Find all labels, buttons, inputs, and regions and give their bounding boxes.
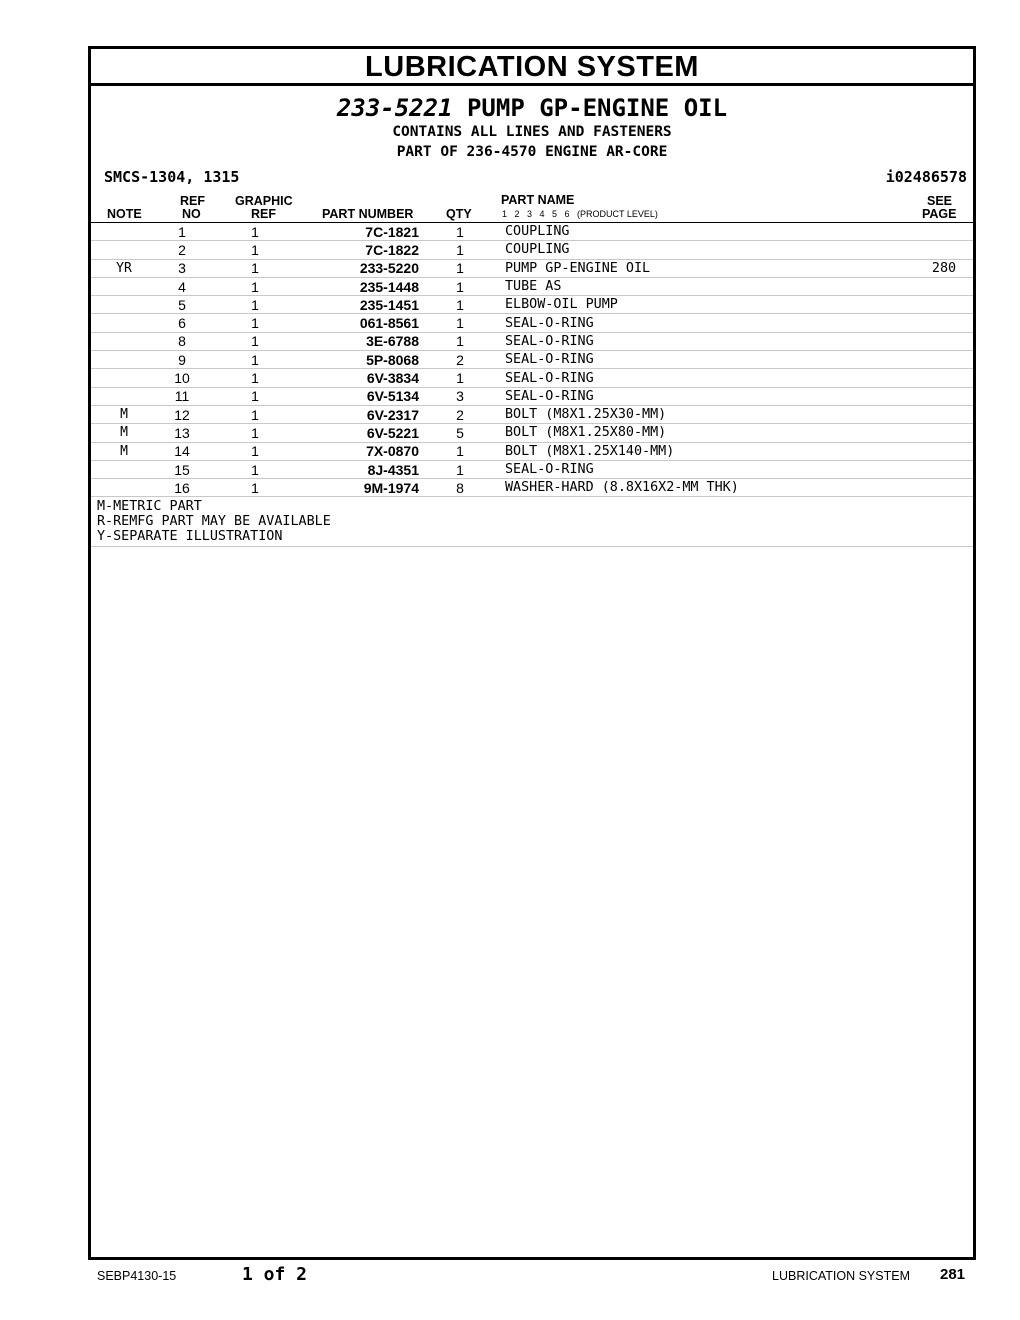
cell-see-page: [915, 296, 973, 314]
cell-see-page: [915, 424, 973, 442]
cell-ref-no: 9: [157, 351, 207, 369]
cell-qty: 8: [419, 479, 501, 497]
table-row: [91, 332, 973, 350]
cell-ref-no: 14: [157, 442, 207, 460]
cell-ref-no: 8: [157, 332, 207, 350]
cell-graphic-ref: 1: [207, 460, 303, 478]
cell-qty: 1: [419, 314, 501, 332]
cell-note: YR: [91, 259, 157, 277]
col-ref-bottom: NO: [182, 207, 201, 221]
cell-qty: 1: [419, 369, 501, 387]
cell-qty: 5: [419, 424, 501, 442]
cell-note: [91, 314, 157, 332]
cell-note: [91, 387, 157, 405]
cell-graphic-ref: 1: [207, 223, 303, 241]
cell-note: [91, 277, 157, 295]
assembly-part-number: 233-5221: [336, 94, 453, 122]
cell-see-page: [915, 479, 973, 497]
cell-part-name: SEAL-O-RING: [501, 351, 915, 369]
cell-part-number: 6V-5221: [303, 424, 419, 442]
cell-note: M: [91, 424, 157, 442]
cell-part-number: 233-5220: [303, 259, 419, 277]
cell-see-page: [915, 369, 973, 387]
parts-table: [91, 223, 973, 497]
cell-see-page: [915, 314, 973, 332]
cell-note: [91, 369, 157, 387]
cell-note: M: [91, 442, 157, 460]
cell-qty: 3: [419, 387, 501, 405]
column-headers: [91, 192, 973, 223]
cell-see-page: 280: [915, 259, 973, 277]
cell-part-number: 7X-0870: [303, 442, 419, 460]
smcs-code: SMCS-1304, 1315: [104, 168, 240, 186]
cell-part-name: SEAL-O-RING: [501, 332, 915, 350]
cell-graphic-ref: 1: [207, 387, 303, 405]
cell-see-page: [915, 460, 973, 478]
assembly-title: [91, 94, 973, 122]
table-row: [91, 405, 973, 423]
cell-ref-no: 12: [157, 405, 207, 423]
cell-part-number: 235-1451: [303, 296, 419, 314]
cell-note: [91, 296, 157, 314]
cell-ref-no: 4: [157, 277, 207, 295]
table-row: [91, 479, 973, 497]
parts-table-body: [91, 223, 973, 497]
cell-ref-no: 2: [157, 241, 207, 259]
cell-graphic-ref: 1: [207, 241, 303, 259]
col-graphic-top: GRAPHIC: [235, 194, 293, 208]
meta-row: [91, 168, 973, 190]
cell-part-number: 6V-3834: [303, 369, 419, 387]
cell-ref-no: 15: [157, 460, 207, 478]
table-row: [91, 223, 973, 241]
cell-ref-no: 13: [157, 424, 207, 442]
cell-graphic-ref: 1: [207, 259, 303, 277]
cell-part-name: BOLT (M8X1.25X30-MM): [501, 405, 915, 423]
cell-part-number: 3E-6788: [303, 332, 419, 350]
cell-note: M: [91, 405, 157, 423]
cell-qty: 2: [419, 351, 501, 369]
table-row: [91, 277, 973, 295]
contains-note: CONTAINS ALL LINES AND FASTENERS: [392, 124, 672, 140]
cell-note: [91, 351, 157, 369]
cell-part-number: 9M-1974: [303, 479, 419, 497]
part-of-note: PART OF 236-4570 ENGINE AR-CORE: [396, 144, 668, 160]
cell-see-page: [915, 241, 973, 259]
cell-part-name: BOLT (M8X1.25X140-MM): [501, 442, 915, 460]
footer-page-of: 1 of 2: [242, 1264, 308, 1285]
col-see-bottom: PAGE: [922, 207, 957, 221]
cell-part-name: WASHER-HARD (8.8X16X2-MM THK): [501, 479, 915, 497]
cell-ref-no: 10: [157, 369, 207, 387]
cell-part-number: 6V-2317: [303, 405, 419, 423]
cell-qty: 1: [419, 277, 501, 295]
cell-part-name: SEAL-O-RING: [501, 387, 915, 405]
col-see-top: SEE: [927, 194, 953, 208]
cell-part-number: 6V-5134: [303, 387, 419, 405]
col-part-name: PART NAME: [501, 193, 575, 207]
cell-see-page: [915, 332, 973, 350]
cell-part-number: 235-1448: [303, 277, 419, 295]
cell-ref-no: 16: [157, 479, 207, 497]
col-qty: QTY: [446, 207, 472, 221]
cell-qty: 1: [419, 223, 501, 241]
col-graphic-bottom: REF: [251, 207, 276, 221]
cell-part-name: PUMP GP-ENGINE OIL: [501, 259, 915, 277]
cell-part-name: COUPLING: [501, 241, 915, 259]
cell-graphic-ref: 1: [207, 277, 303, 295]
table-row: [91, 351, 973, 369]
footer-section: LUBRICATION SYSTEM: [772, 1269, 910, 1283]
cell-note: [91, 241, 157, 259]
cell-ref-no: 11: [157, 387, 207, 405]
table-row: [91, 424, 973, 442]
cell-see-page: [915, 351, 973, 369]
cell-part-number: 061-8561: [303, 314, 419, 332]
cell-note: [91, 460, 157, 478]
cell-graphic-ref: 1: [207, 424, 303, 442]
cell-graphic-ref: 1: [207, 442, 303, 460]
cell-ref-no: 6: [157, 314, 207, 332]
cell-part-name: SEAL-O-RING: [501, 314, 915, 332]
cell-qty: 1: [419, 259, 501, 277]
col-part-number: PART NUMBER: [322, 207, 414, 221]
footer-doc-code: SEBP4130-15: [97, 1269, 177, 1283]
table-row: [91, 442, 973, 460]
cell-part-name: ELBOW-OIL PUMP: [501, 296, 915, 314]
col-product-level: 1 2 3 4 5 6 (PRODUCT LEVEL): [502, 209, 658, 219]
cell-see-page: [915, 442, 973, 460]
footnote-remfg: R-REMFG PART MAY BE AVAILABLE: [97, 514, 331, 530]
footer-page-number: 281: [940, 1266, 966, 1283]
cell-qty: 1: [419, 442, 501, 460]
cell-part-number: 5P-8068: [303, 351, 419, 369]
cell-part-name: SEAL-O-RING: [501, 460, 915, 478]
cell-note: [91, 332, 157, 350]
cell-note: [91, 479, 157, 497]
footnote-metric: M-METRIC PART: [97, 499, 202, 515]
cell-graphic-ref: 1: [207, 479, 303, 497]
table-row: [91, 460, 973, 478]
cell-see-page: [915, 387, 973, 405]
cell-part-name: SEAL-O-RING: [501, 369, 915, 387]
cell-graphic-ref: 1: [207, 405, 303, 423]
cell-part-name: BOLT (M8X1.25X80-MM): [501, 424, 915, 442]
cell-part-name: COUPLING: [501, 223, 915, 241]
cell-graphic-ref: 1: [207, 351, 303, 369]
cell-ref-no: 1: [157, 223, 207, 241]
cell-graphic-ref: 1: [207, 296, 303, 314]
cell-ref-no: 3: [157, 259, 207, 277]
cell-part-name: TUBE AS: [501, 277, 915, 295]
cell-qty: 2: [419, 405, 501, 423]
cell-see-page: [915, 277, 973, 295]
cell-qty: 1: [419, 460, 501, 478]
cell-qty: 1: [419, 241, 501, 259]
cell-part-number: 7C-1821: [303, 223, 419, 241]
assembly-name: PUMP GP-ENGINE OIL: [466, 94, 728, 122]
col-note: NOTE: [107, 207, 142, 221]
table-row: [91, 241, 973, 259]
cell-qty: 1: [419, 332, 501, 350]
col-ref-top: REF: [180, 194, 205, 208]
section-title: LUBRICATION SYSTEM: [91, 49, 973, 86]
cell-graphic-ref: 1: [207, 369, 303, 387]
table-row: [91, 369, 973, 387]
cell-qty: 1: [419, 296, 501, 314]
table-row: [91, 296, 973, 314]
cell-see-page: [915, 405, 973, 423]
footnote-separate: Y-SEPARATE ILLUSTRATION: [97, 529, 283, 545]
cell-ref-no: 5: [157, 296, 207, 314]
cell-graphic-ref: 1: [207, 332, 303, 350]
document-id: i02486578: [885, 168, 967, 186]
cell-graphic-ref: 1: [207, 314, 303, 332]
table-row: [91, 259, 973, 277]
cell-part-number: 7C-1822: [303, 241, 419, 259]
footnotes: [91, 497, 973, 547]
cell-see-page: [915, 223, 973, 241]
table-row: [91, 387, 973, 405]
page-footer: [0, 1264, 1020, 1288]
cell-note: [91, 223, 157, 241]
cell-part-number: 8J-4351: [303, 460, 419, 478]
table-row: [91, 314, 973, 332]
page-frame: [88, 46, 976, 1260]
